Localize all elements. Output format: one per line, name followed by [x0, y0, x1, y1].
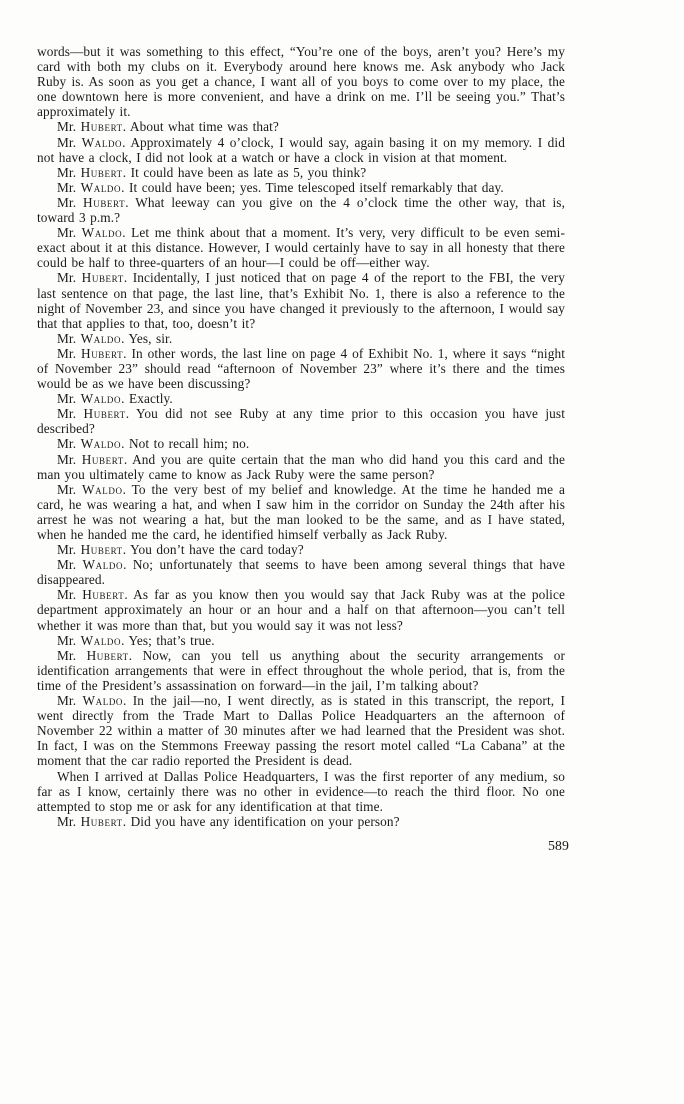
paragraph-text: In other words, the last line on page 4 of Exhibit No. 1, where it says “night of November 23” should read “afternoon of November 23” where it’s there and the times would be as we have been discussing? [37, 345, 565, 392]
speaker-label [57, 693, 133, 708]
transcript-paragraph [37, 452, 565, 482]
speaker-prefix: Mr. [57, 587, 83, 603]
speaker-surname: Hubert [80, 119, 123, 135]
speaker-label [57, 119, 130, 134]
speaker-label [57, 165, 131, 180]
speaker-prefix: Mr. [57, 481, 83, 497]
speaker-surname: Waldo [80, 330, 122, 346]
speaker-prefix: Mr. [57, 632, 81, 648]
speaker-period: . [123, 345, 132, 361]
transcript-paragraph [37, 119, 565, 134]
transcript-paragraph [37, 225, 565, 270]
speaker-surname: Waldo [82, 481, 123, 497]
speaker-prefix: Mr. [57, 436, 81, 452]
transcript-paragraph [37, 587, 565, 632]
speaker-prefix: Mr. [57, 391, 81, 407]
speaker-period: . [122, 542, 131, 558]
paragraph-text: Incidentally, I just noticed that on page 4 of the report to the FBI, the very last sentence on that page, the last line, that’s Exhibit No. 1, there is also a reference to the night of November 23, and since you have changed it previously to the afternoon, I would say that that applies to that, too, doesn’t it? [37, 270, 565, 331]
speaker-period: . [122, 164, 131, 180]
paragraph-text: Did you have any identification on your person? [130, 813, 400, 829]
paragraph-text: words—but it was something to this effect, “You’re one of the boys, aren’t you? Here’s my card with both my clubs on it. Everybody around here knows me. Ask anybody who Jack Ruby is. As soon as you get a chance, I want all of you boys to come over to my place, the one downtown here is more convenient, and have a drink on me. I’ll be seeing you.” That’s approximately it. [37, 44, 565, 120]
speaker-label [57, 391, 129, 406]
speaker-prefix: Mr. [57, 179, 81, 195]
speaker-prefix: Mr. [57, 557, 83, 573]
speaker-prefix: Mr. [57, 451, 82, 467]
speaker-prefix: Mr. [57, 345, 81, 361]
speaker-period: . [121, 436, 129, 452]
speaker-surname: Waldo [80, 436, 122, 452]
speaker-prefix: Mr. [57, 330, 81, 346]
speaker-period: . [123, 693, 133, 709]
transcript-paragraph [37, 693, 565, 768]
speaker-label [57, 542, 130, 557]
speaker-label [57, 180, 129, 195]
speaker-label [57, 406, 136, 421]
paragraph-text: No; unfortunately that seems to have been among several things that have disappeared. [37, 557, 565, 588]
transcript-paragraph [37, 648, 565, 693]
paragraph-text: Yes, sir. [128, 330, 173, 346]
transcript-paragraph [37, 195, 565, 225]
transcript-paragraph [37, 814, 565, 829]
transcript-text [37, 44, 569, 854]
speaker-surname: Hubert [80, 813, 123, 829]
paragraph-text: When I arrived at Dallas Police Headquarters, I was the first reporter of any medium, so far as I know, certainly there was no other in evidence—to reach the third floor. No one attempted to stop me or ask for any identification at that time. [37, 768, 565, 814]
speaker-period: . [121, 330, 129, 346]
transcript-paragraph [37, 633, 565, 648]
speaker-label [57, 633, 128, 648]
paragraph-text: What leeway can you give on the 4 o’clock time the other way, that is, toward 3 p.m.? [37, 194, 565, 226]
speaker-surname: Hubert [81, 345, 124, 361]
transcript-paragraph [37, 391, 565, 406]
speaker-label [57, 270, 133, 285]
paragraph-text: To the very best of my belief and knowledge. At the time he handed me a card, he was wearing a hat, and when I saw him in the corridor on Sunday the 24th after his arrest he was not wearing a hat, but the man looked to be the same, and as I have stated, when he handed me the card, he identified himself verbally as Jack Ruby. [37, 481, 565, 542]
speaker-period: . [124, 587, 134, 603]
transcript-paragraph [37, 165, 565, 180]
paragraph-text: In the jail—no, I went directly, as is stated in this transcript, the report, I went directly from the Trade Mart to Dallas Police Headquarters an the afternoon of November 22 within a matter of 30 minutes after we had learned that the President was shot. In fact, I was on the Stemmons Freeway passing the resort motel called “La Cabana” at the moment that the car radio reported the President is dead. [37, 693, 566, 769]
transcript-paragraph [37, 406, 565, 436]
speaker-prefix: Mr. [57, 119, 81, 135]
speaker-label [57, 331, 128, 346]
speaker-surname: Waldo [80, 632, 122, 648]
speaker-period: . [121, 179, 129, 195]
speaker-period: . [123, 451, 133, 467]
speaker-label [57, 135, 130, 150]
speaker-label [57, 814, 131, 829]
transcript-paragraph [37, 346, 565, 391]
speaker-label [57, 452, 132, 467]
paragraph-text: Approximately 4 o’clock, I would say, again basing it on my memory. I did not have a clock, I did not look at a watch or have a clock in vision at that moment. [37, 134, 565, 165]
speaker-surname: Waldo [82, 693, 124, 709]
speaker-surname: Hubert [80, 542, 123, 558]
speaker-surname: Waldo [81, 225, 123, 241]
speaker-prefix: Mr. [57, 693, 83, 709]
transcript-paragraph [37, 44, 565, 119]
speaker-surname: Waldo [80, 391, 122, 407]
speaker-label [57, 225, 131, 240]
speaker-period: . [122, 134, 131, 150]
speaker-prefix: Mr. [57, 647, 87, 663]
speaker-surname: Hubert [81, 451, 124, 467]
speaker-prefix: Mr. [57, 194, 84, 210]
speaker-period: . [125, 194, 136, 210]
speaker-period: . [121, 391, 129, 407]
page-number: 589 [548, 837, 569, 853]
speaker-period: . [122, 225, 132, 241]
speaker-surname: Waldo [81, 134, 123, 150]
speaker-prefix: Mr. [57, 406, 84, 422]
transcript-paragraph [37, 180, 565, 195]
transcript-paragraph [37, 769, 565, 814]
paragraph-text: You don’t have the card today? [130, 542, 304, 558]
transcript-paragraph [37, 542, 565, 557]
speaker-prefix: Mr. [57, 164, 81, 180]
transcript-paragraph [37, 331, 565, 346]
speaker-prefix: Mr. [57, 813, 81, 829]
speaker-surname: Hubert [80, 164, 123, 180]
speaker-surname: Hubert [83, 194, 126, 210]
paragraph-text: Not to recall him; no. [128, 436, 250, 452]
speaker-surname: Hubert [81, 270, 124, 286]
transcript-paragraph [37, 557, 565, 587]
speaker-surname: Waldo [82, 557, 124, 573]
speaker-period: . [125, 406, 137, 422]
speaker-period: . [128, 647, 143, 663]
speaker-period: . [122, 119, 130, 135]
speaker-label [57, 648, 143, 663]
transcript-paragraph [37, 270, 565, 330]
paragraph-text: As far as you know then you would say that Jack Ruby was at the police department approximately an hour or an hour and a half on that afternoon—you can’t tell whether it was more than that, but you would say it was not less? [37, 587, 565, 633]
speaker-surname: Hubert [82, 587, 125, 603]
transcript-paragraph [37, 135, 565, 165]
speaker-prefix: Mr. [57, 270, 82, 286]
paragraph-text: Yes; that’s true. [128, 632, 215, 648]
speaker-label [57, 346, 131, 361]
speaker-period: . [123, 557, 133, 573]
speaker-label [57, 482, 132, 497]
speaker-surname: Hubert [83, 406, 126, 422]
paragraph-text: Let me think about that a moment. It’s very, very difficult to be even semi-exact about it at this distance. However, I would certainly have to say in all honesty that there could be half to three-quarters of an hour—I could be off—either way. [37, 225, 565, 271]
speaker-surname: Hubert [86, 647, 129, 663]
speaker-period: . [122, 481, 132, 497]
speaker-label [57, 587, 133, 602]
transcript-paragraph [37, 436, 565, 451]
speaker-surname: Waldo [80, 179, 122, 195]
paragraph-text: It could have been; yes. Time telescoped itself remarkably that day. [128, 179, 504, 195]
speaker-label [57, 195, 135, 210]
speaker-prefix: Mr. [57, 542, 81, 558]
speaker-label [57, 557, 133, 572]
speaker-prefix: Mr. [57, 134, 82, 150]
paragraph-text: And you are quite certain that the man who did hand you this card and the man you ultimately came to know as Jack Ruby were the same person? [37, 451, 565, 482]
speaker-label [57, 436, 129, 451]
speaker-period: . [122, 813, 131, 829]
transcript-paragraph [37, 482, 565, 542]
speaker-prefix: Mr. [57, 225, 82, 241]
paragraph-text: You did not see Ruby at any time prior to this occasion you have just described? [37, 406, 565, 437]
paragraph-text: Now, can you tell us anything about the security arrangements or identification arrangements that were in effect throughout the whole period, that is, from the time of the President’s assassination on forward—in the jail, I’m talking about? [37, 647, 565, 693]
paragraph-text: It could have been as late as 5, you think? [130, 164, 367, 180]
paragraph-text: Exactly. [128, 391, 173, 407]
speaker-period: . [123, 270, 133, 286]
paragraph-text: About what time was that? [129, 119, 279, 135]
speaker-period: . [121, 632, 129, 648]
